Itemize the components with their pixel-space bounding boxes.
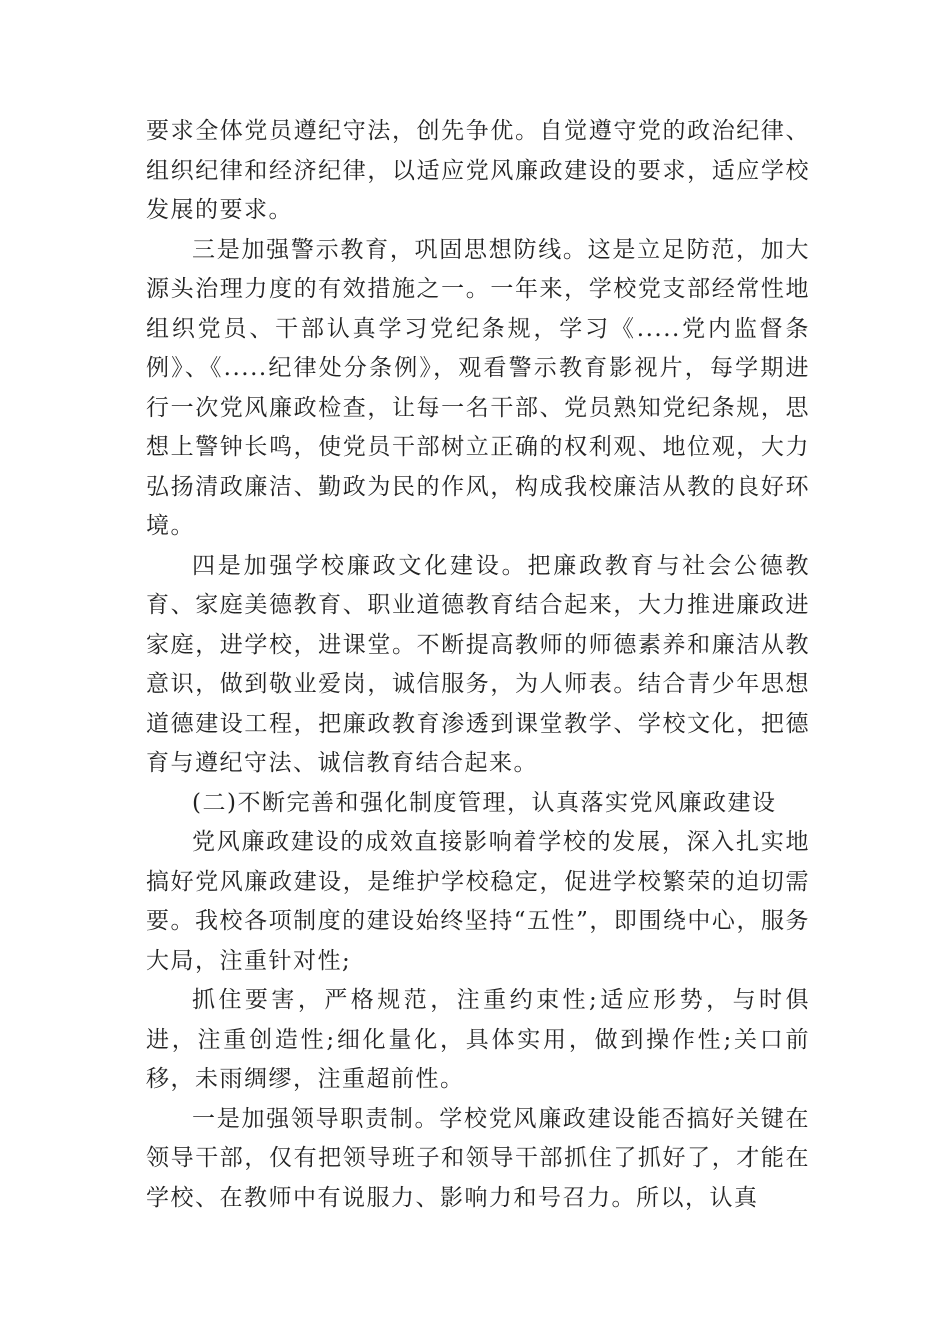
paragraph-continuation: 要求全体党员遵纪守法，创先争优。自觉遵守党的政治纪律、组织纪律和经济纪律，以适应党风廉政建设的要求，适应学校发展的要求。 bbox=[146, 118, 810, 223]
paragraph-principles-continued: 抓住要害，严格规范，注重约束性;适应形势，与时俱进，注重创造性;细化量化，具体实用，做到操作性;关口前移，未雨绸缪，注重超前性。 bbox=[146, 987, 810, 1092]
section-heading-institution-management: (二)不断完善和强化制度管理，认真落实党风廉政建设 bbox=[192, 789, 777, 816]
paragraph-five-principles: 党风廉政建设的成效直接影响着学校的发展，深入扎实地搞好党风廉政建设，是维护学校稳定，促进学校繁荣的迫切需要。我校各项制度的建设始终坚持“五性”，即围绕中心，服务大局，注重针对性; bbox=[146, 829, 810, 974]
document-body bbox=[146, 112, 810, 1218]
paragraph-leadership-responsibility: 一是加强领导职责制。学校党风廉政建设能否搞好关键在领导干部，仅有把领导班子和领导干部抓住了抓好了，才能在学校、在教师中有说服力、影响力和号召力。所以，认真 bbox=[146, 1105, 810, 1211]
paragraph-warning-education: 三是加强警示教育，巩固思想防线。这是立足防范，加大源头治理力度的有效措施之一。一年来，学校党支部经常性地组织党员、干部认真学习党纪条规，学习《.....党内监督条例》、《.....纪律处分条例》，观看警示教育影视片，每学期进行一次党风廉政检查，让每一名干部、党员熟知党纪条规，思想上警钟长鸣，使党员干部树立正确的权利观、地位观，大力弘扬清政廉洁、勤政为民的作风，构成我校廉洁从教的良好环境。 bbox=[146, 236, 810, 539]
paragraph-integrity-culture: 四是加强学校廉政文化建设。把廉政教育与社会公德教育、家庭美德教育、职业道德教育结合起来，大力推进廉政进家庭，进学校，进课堂。不断提高教师的师德素养和廉洁从教意识，做到敬业爱岗，诚信服务，为人师表。结合青少年思想道德建设工程，把廉政教育渗透到课堂教学、学校文化，把德育与遵纪守法、诚信教育结合起来。 bbox=[146, 552, 810, 776]
